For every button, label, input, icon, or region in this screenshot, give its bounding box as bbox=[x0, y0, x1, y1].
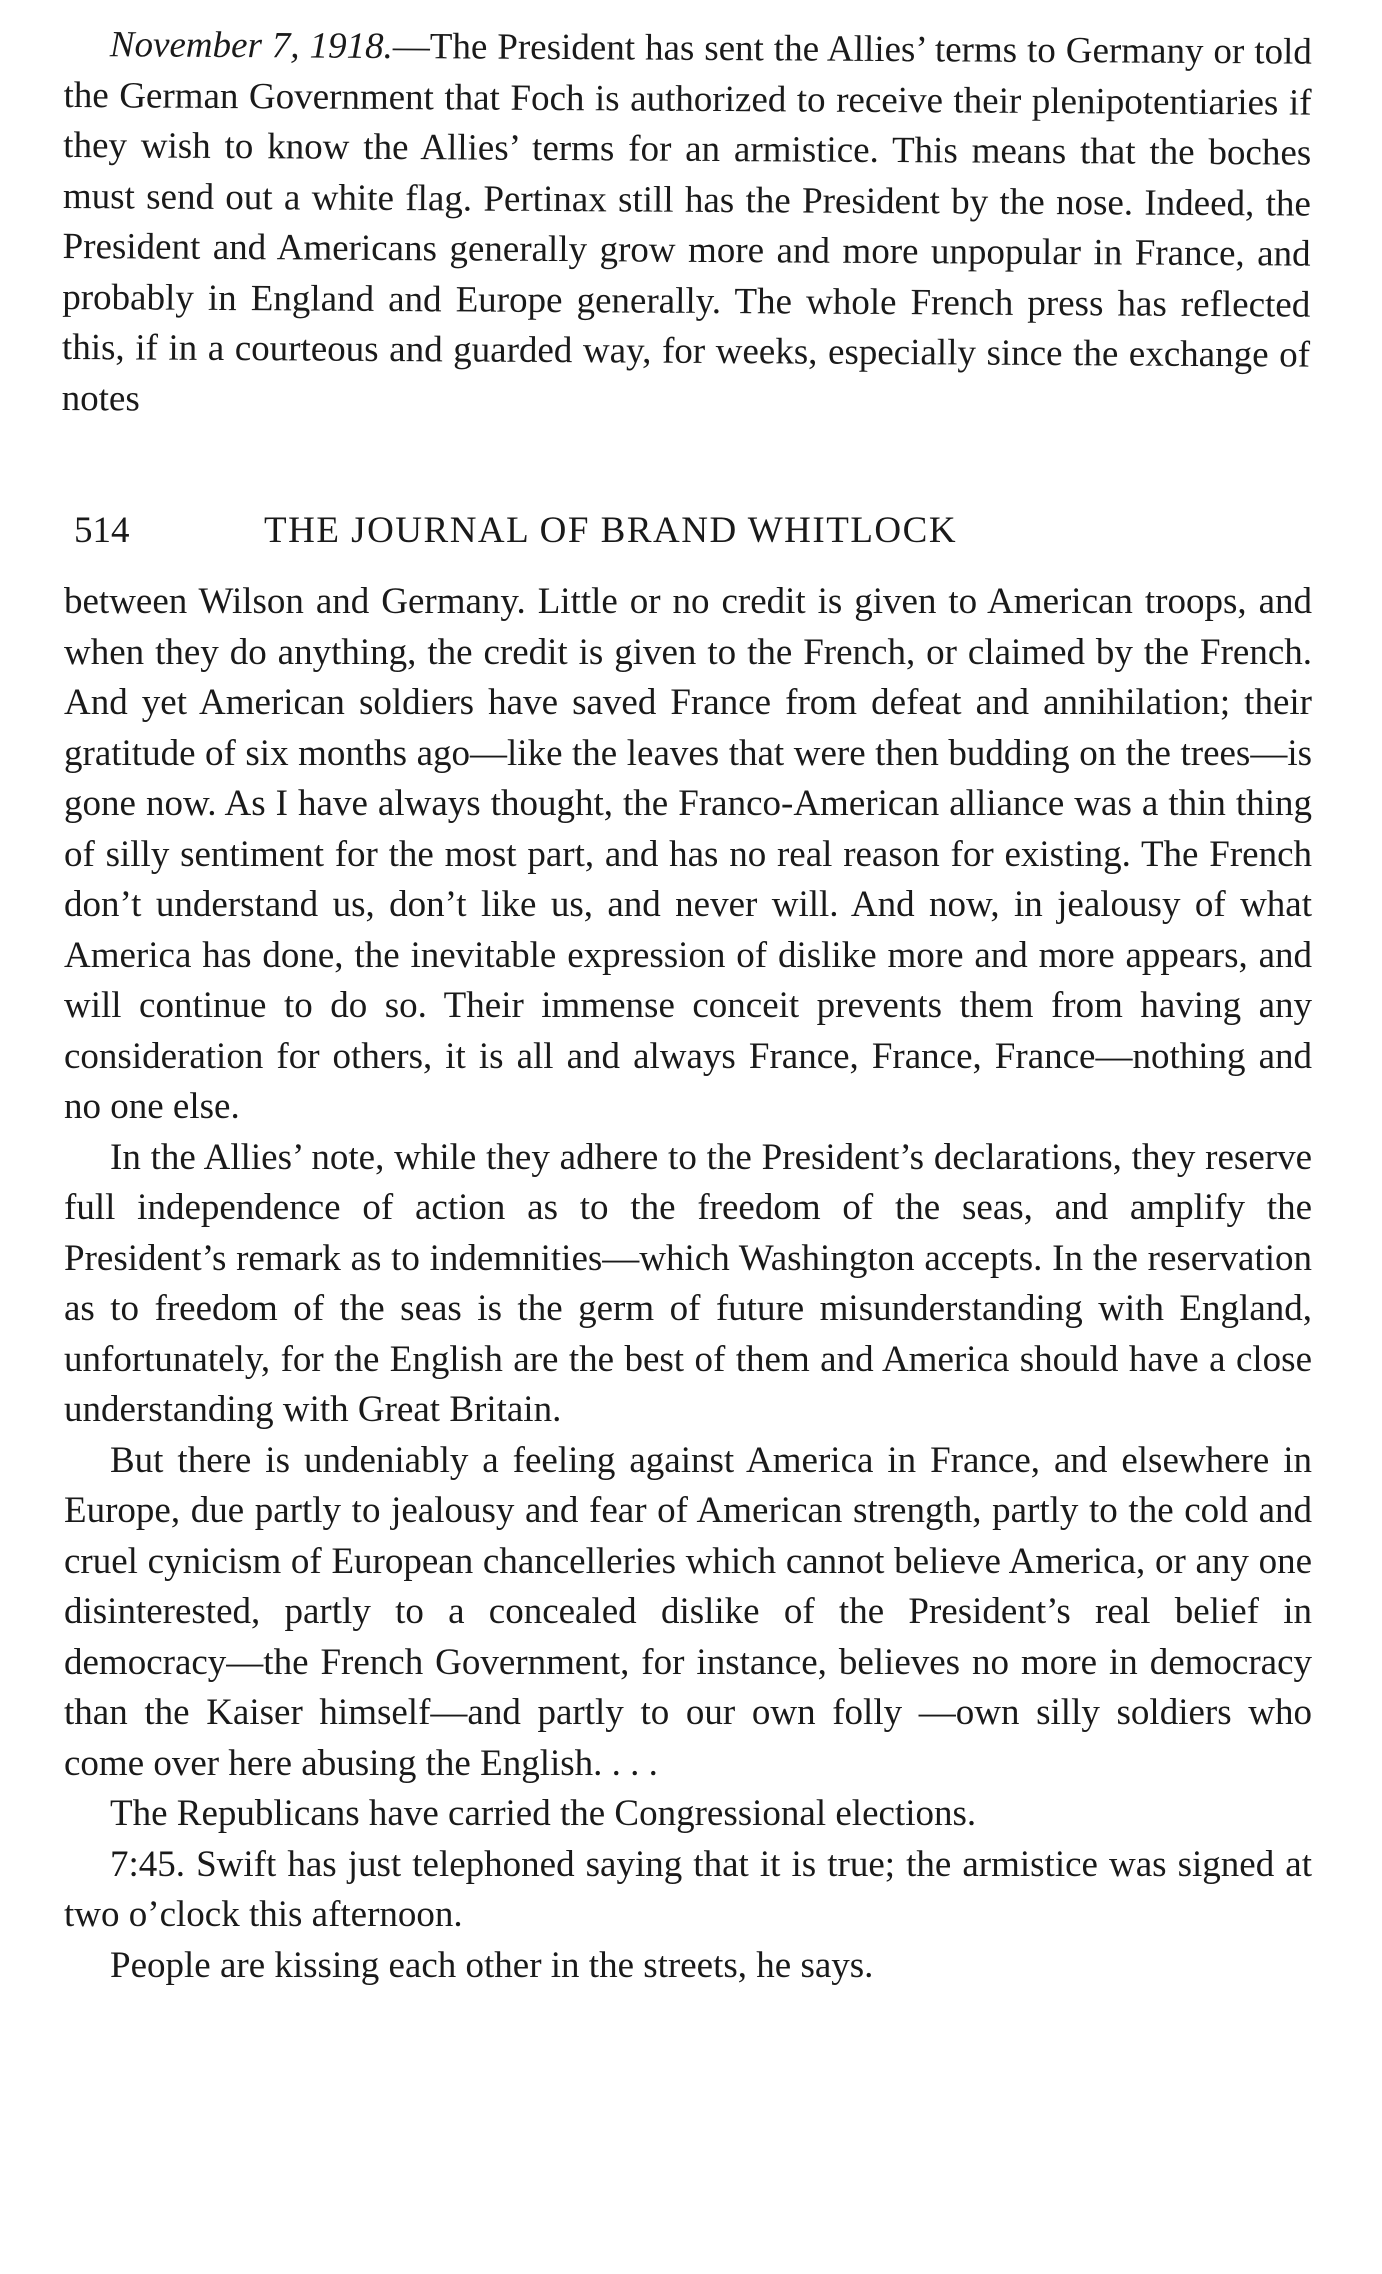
diary-entry-paragraph bbox=[62, 20, 1312, 432]
page-body bbox=[64, 577, 1312, 1991]
page-number: 514 bbox=[74, 510, 130, 551]
continued-paragraph: between Wilson and Germany. Little or no credit is given to American troops, and when they do anything, the credit is given to the French, or claimed by the French. And yet American soldiers have saved France from defeat and annihilation; their gratitude of six months ago—like the leaves that were then budding on the trees—is gone now. As I have always thought, the Franco-American alliance was a thin thing of silly sentiment for the most part, and has no real reason for existing. The French don’t understand us, don’t like us, and never will. And now, in jealousy of what America has done, the inevitable expression of dislike more and more appears, and will continue to do so. Their immense conceit prevents them from having any consideration for others, it is all and always France, France, France—nothing and no one else. bbox=[64, 581, 1312, 1127]
body-paragraph: People are kissing each other in the streets, he says. bbox=[110, 1944, 874, 1986]
body-paragraph: 7:45. Swift has just telephoned saying that it is true; the armistice was signed at two o’clock this afternoon. bbox=[64, 1843, 1312, 1935]
body-paragraph: But there is undeniably a feeling against America in France, and elsewhere in Europe, due partly to jealousy and fear of American strength, partly to the cold and cruel cynicism of European chancelleries which cannot believe America, or any one disinterested, partly to a concealed dislike of the President’s real belief in democracy—the French Government, for instance, believes no more in democracy than the Kaiser himself—and partly to our own folly —own silly soldiers who come over here abusing the English. . . . bbox=[64, 1439, 1312, 1784]
previous-page-fragment bbox=[62, 20, 1312, 432]
body-paragraph: The Republicans have carried the Congressional elections. bbox=[110, 1793, 977, 1834]
entry-text: —The President has sent the Allies’ terms to Germany or told the German Government that Foch is authorized to receive their plenipotentiaries if they wish to know the Allies’ terms for an armistice. This means that the boches must send out a white flag. Pertinax still has the President by the nose. Indeed, the President and Americans generally grow more and more unpopular in France, and probably in England and Europe generally. The whole French press has reflected this, if in a courteous and guarded way, for weeks, especially since the exchange of notes bbox=[61, 26, 1312, 419]
body-paragraph: In the Allies’ note, while they adhere to the President’s declarations, they reserve full independence of action as to the freedom of the seas, and amplify the President’s remark as to indemnities—which Washington accepts. In the reservation as to freedom of the seas is the germ of future misunderstanding with England, unfortunately, for the English are the best of them and America should have a close understanding with Great Britain. bbox=[64, 1136, 1312, 1430]
running-head bbox=[74, 506, 1174, 556]
entry-date: November 7, 1918. bbox=[109, 24, 393, 68]
running-title: THE JOURNAL OF BRAND WHITLOCK bbox=[264, 510, 958, 551]
